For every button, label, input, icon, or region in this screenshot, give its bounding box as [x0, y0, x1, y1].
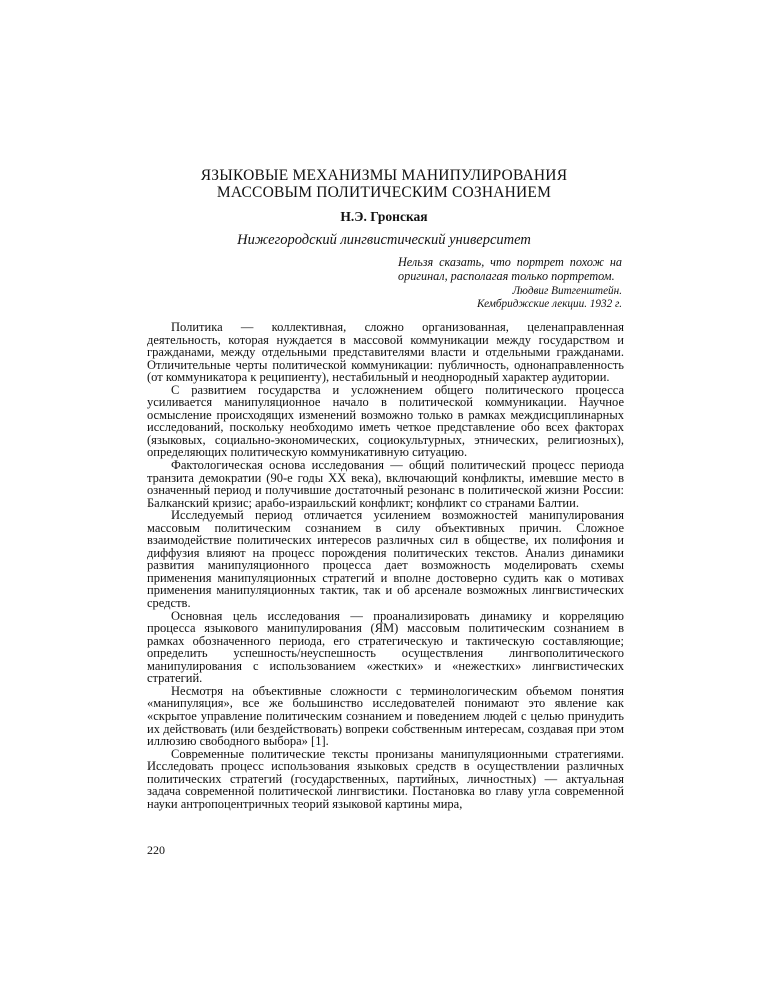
body-paragraph: С развитием государства и усложнением общего политического процесса усиливается манипуляционное начало в политической коммуникации. Научное осмысление происходящих изменений возможно только в рамках междисциплинарных исследований, поскольку необходимо иметь четкое представление обо всех факторах (языковых, социально-экономических, социокультурных, этнических, религиозных), определяющих политическую коммуникативную ситуацию. — [147, 382, 624, 460]
epigraph-source-work: Кембриджские лекции. 1932 г. — [476, 298, 622, 311]
author-affiliation: Нижегородский лингвистический университет — [237, 232, 531, 248]
article-title-line-2: МАССОВЫМ ПОЛИТИЧЕСКИМ СОЗНАНИЕМ — [216, 184, 552, 201]
epigraph-source — [398, 285, 622, 312]
body-paragraph: Политика — коллективная, сложно организованная, целенаправленная деятельность, которая нуждается в массовой коммуникации между государством и гражданами, между отдельными представителями власти и отдельными гражданами. Отличительные черты политической коммуникации: публичность, однонаправленность (от коммуникатора к реципиенту), нестабильный и неоднородный характер аудитории. — [147, 320, 624, 385]
epigraph — [398, 255, 622, 312]
epigraph-source-author: Людвиг Витгенштейн. — [512, 284, 622, 297]
body-paragraph: Фактологическая основа исследования — общий политический процесс периода транзита демократии (90-е годы XX века), включающий конфликты, имевшие место в означенный период и получившие достаточный резонанс в политической жизни России: Балканский кризис; арабо-израильский конфликт; конфликт со странами Балтии. — [147, 458, 624, 510]
epigraph-quote: Нельзя сказать, что портрет похож на оригинал, располагая только портретом. — [398, 255, 622, 284]
article-title — [0, 167, 768, 201]
page-number: 220 — [147, 843, 165, 857]
body-paragraph: Основная цель исследования — проанализировать динамику и корреляцию процесса языкового манипулирования (ЯМ) массовым политическим сознанием в рамках обозначенного периода, его стратегическую и тактическую составляющие; определить успешность/неуспешность осуществления лингвополитического манипулирования с использованием «жестких» и «нежестких» лингвистических стратегий. — [147, 608, 624, 686]
body-paragraph: Современные политические тексты пронизаны манипуляционными стратегиями. Исследовать процесс использования языковых средств в осуществлении различных политических стратегий (государственных, партийных, личностных) — актуальная задача современной политической лингвистики. Постановка во главу угла современной науки антропоцентричных теорий языковой картины мира, — [147, 746, 624, 811]
article-title-line-1: ЯЗЫКОВЫЕ МЕХАНИЗМЫ МАНИПУЛИРОВАНИЯ — [200, 167, 568, 184]
author-name: Н.Э. Гронская — [340, 209, 428, 224]
body-paragraph: Исследуемый период отличается усилением возможностей манипулирования массовым политическим сознанием в силу объективных причин. Сложное взаимодействие политических интересов различных сил в обществе, их полифония и диффузия влияют на процесс порождения политических текстов. Анализ динамики развития манипуляционного процесса дает возможность моделировать схемы применения манипуляционных стратегий и вполне достоверно судить как о мотивах применения манипуляционных тактик, так и об арсенале возможных лингвистических средств. — [147, 508, 624, 611]
article-body — [147, 321, 624, 810]
body-paragraph: Несмотря на объективные сложности с терминологическим объемом понятия «манипуляция», все же большинство исследователей понимают это явление как «скрытое управление политическим сознанием и поведением людей с целью принудить их действовать (или бездействовать) вопреки собственным интересам, создавая при этом иллюзию свободного выбора» [1]. — [147, 683, 624, 749]
